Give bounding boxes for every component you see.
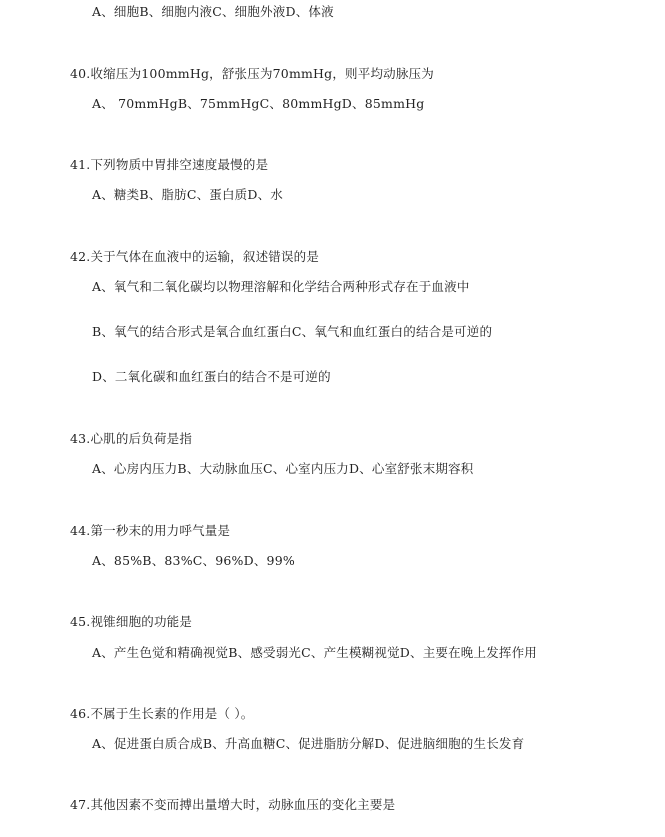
option-line-q39: A、细胞B、细胞内液C、细胞外液D、体液 — [92, 4, 334, 19]
option-line-q42-a: A、氧气和二氧化碳均以物理溶解和化学结合两种形式存在于血液中 — [92, 279, 470, 294]
option-line-q42-d: D、二氧化碳和血红蛋白的结合不是可逆的 — [92, 369, 331, 384]
question-43: 43.心肌的后负荷是指 — [70, 431, 193, 446]
question-45: 45.视锥细胞的功能是 — [70, 614, 193, 629]
option-line-q40: A、 70mmHgB、75mmHgC、80mmHgD、85mmHg — [92, 96, 425, 111]
question-44: 44.第一秒末的用力呼气量是 — [70, 523, 231, 538]
question-46: 46.不属于生长素的作用是（ ）。 — [70, 706, 254, 721]
option-line-q42-bc: B、氧气的结合形式是氧合血红蛋白C、氧气和血红蛋白的结合是可逆的 — [92, 324, 493, 339]
question-41: 41.下列物质中胃排空速度最慢的是 — [70, 157, 269, 172]
question-40: 40.收缩压为100mmHg，舒张压为70mmHg，则平均动脉压为 — [70, 66, 434, 81]
question-42: 42.关于气体在血液中的运输，叙述错误的是 — [70, 249, 320, 264]
option-line-q45: A、产生色觉和精确视觉B、感受弱光C、产生模糊视觉D、主要在晚上发挥作用 — [92, 645, 538, 660]
option-line-q44: A、85%B、83%C、96%D、99% — [92, 553, 295, 568]
option-line-q46: A、促进蛋白质合成B、升高血糖C、促进脂肪分解D、促进脑细胞的生长发育 — [92, 736, 525, 751]
option-line-q41: A、糖类B、脂肪C、蛋白质D、水 — [92, 187, 283, 202]
option-line-q43: A、心房内压力B、大动脉血压C、心室内压力D、心室舒张末期容积 — [92, 461, 474, 476]
question-47: 47.其他因素不变而搏出量增大时，动脉血压的变化主要是 — [70, 797, 396, 812]
